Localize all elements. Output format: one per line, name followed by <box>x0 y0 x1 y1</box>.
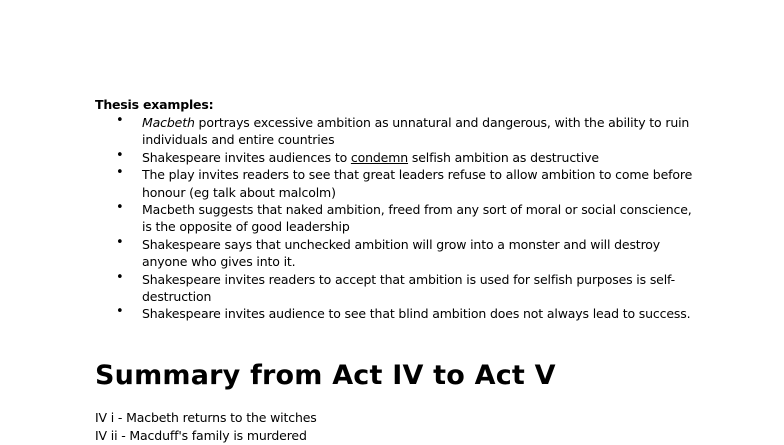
thesis-heading: Thesis examples: <box>95 97 214 112</box>
list-item <box>0 236 784 271</box>
list-item-text: Shakespeare says that unchecked ambition will grow into a monster and will destroy anyone who gives into it. <box>142 236 661 270</box>
scene-summary-list <box>95 409 317 445</box>
list-item <box>0 114 784 149</box>
list-item-text: selfish ambition as destructive <box>408 149 599 165</box>
scene-item: IV ii - Macduff's family is murdered <box>95 428 307 443</box>
scene-item: IV i - Macbeth returns to the witches <box>95 410 317 425</box>
underlined-word: condemn <box>350 149 409 165</box>
list-item-text: Shakespeare invites readers to accept that ambition is used for selfish purposes is self-destruction <box>142 271 675 305</box>
bullet-icon: • <box>116 165 124 181</box>
play-title: Macbeth <box>142 115 195 130</box>
bullet-icon: • <box>116 269 124 285</box>
list-item <box>0 201 784 236</box>
list-item-text: portrays excessive ambition as unnatural and dangerous, with the ability to ruin individuals and entire countries <box>142 115 690 148</box>
thesis-list <box>0 114 784 323</box>
list-item-text: Macbeth suggests that naked ambition, freed from any sort of moral or social conscience, is the opposite of good leadership <box>142 202 692 235</box>
bullet-icon: • <box>116 200 124 216</box>
list-item-text: Shakespeare invites audience to see that blind ambition does not always lead to success. <box>142 306 691 322</box>
bullet-icon: • <box>116 147 124 163</box>
summary-heading: Summary from Act IV to Act V <box>95 360 556 391</box>
list-item <box>0 271 784 306</box>
list-item <box>0 305 784 322</box>
list-item <box>0 166 784 201</box>
list-item-text: The play invites readers to see that great leaders refuse to allow ambition to come before honour (eg talk about malcolm) <box>142 167 693 200</box>
bullet-icon: • <box>116 234 124 250</box>
bullet-icon: • <box>116 113 124 128</box>
bullet-icon: • <box>116 304 124 320</box>
list-item-text: Shakespeare invites audiences to <box>142 149 351 165</box>
